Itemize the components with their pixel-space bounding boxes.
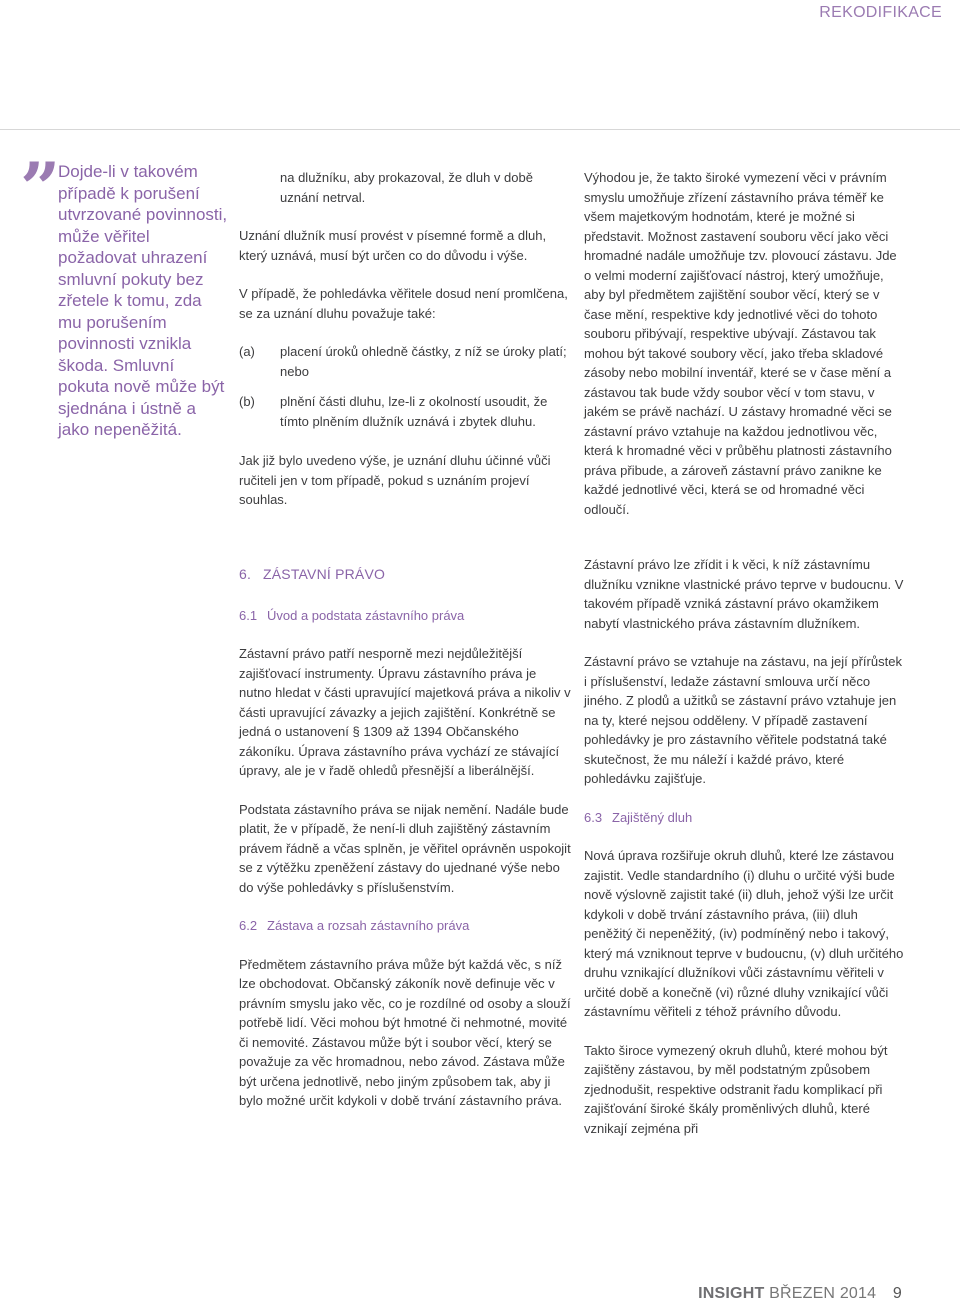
section-number: 6. bbox=[239, 566, 252, 582]
list-item-text: plnění části dluhu, lze-li z okolností usoudit, že tímto plněním dlužník uznává i zbytek dluhu. bbox=[280, 394, 548, 429]
issue-date: BŘEZEN 2014 bbox=[769, 1285, 877, 1302]
list-item-text: placení úroků ohledně částky, z níž se úroky platí; nebo bbox=[280, 344, 567, 379]
paragraph: Jak již bylo uvedeno výše, je uznání dluhu účinné vůči ručiteli jen v tom případě, pokud s uznáním projeví souhlas. bbox=[239, 453, 551, 507]
paragraph: Zástavní právo se vztahuje na zástavu, na její přírůstek i příslušenství, ledaže zástavní smlouva určí něco jiného. Z plodů a užitků se zástavní právo vztahuje jen na ty, které nejsou odděleny. V případě zastavení pohledávky je pro zástavního věřitele podstatná také skutečnost, že mu náleží i každé právo, které pohledávku zajišťuje. bbox=[584, 654, 902, 786]
paragraph: Podstata zástavního práva se nijak nemění. Nadále bude platit, že v případě, že není-li dluh zajištěný zástavním právem řádně a včas splněn, je věřitel oprávněn uspokojit se z výtěžku zpeněžení zástavy do ujednané výše nebo do výše pohledávky s příslušenstvím. bbox=[239, 801, 571, 895]
subsection-heading bbox=[239, 606, 572, 626]
section-tag: REKODIFIKACE bbox=[819, 4, 942, 21]
subsection-title: Úvod a podstata zástavního práva bbox=[267, 607, 465, 623]
paragraph-continuation: na dlužníku, aby prokazoval, že dluh v době uznání netrval. bbox=[280, 170, 533, 205]
list-item bbox=[239, 342, 572, 381]
subsection-title: Zajištěný dluh bbox=[612, 809, 693, 825]
section-heading bbox=[239, 565, 572, 585]
paragraph: V případě, že pohledávka věřitele dosud není promlčena, se za uznání dluhu považuje také: bbox=[239, 286, 568, 321]
column-right bbox=[584, 168, 906, 538]
section-title: ZÁSTAVNÍ PRÁVO bbox=[263, 566, 386, 582]
column-middle bbox=[239, 168, 572, 529]
column-right-lower bbox=[584, 555, 906, 1157]
paragraph: Zástavní právo lze zřídit i k věci, k níž zástavnímu dlužníku vznikne vlastnické právo teprve v budoucnu. V takovém případě vzniká zástavní právo okamžikem nabytí vlastnického práva zástavním dlužníkem. bbox=[584, 557, 904, 631]
column-middle-lower bbox=[239, 565, 572, 1130]
page-footer bbox=[698, 1285, 902, 1303]
header-divider bbox=[0, 129, 960, 130]
list-item bbox=[239, 392, 572, 431]
subsection-title: Zástava a rozsah zástavního práva bbox=[267, 918, 470, 933]
subsection-number: 6.3 bbox=[584, 809, 603, 825]
list-item-label: (a) bbox=[239, 344, 255, 359]
magazine-brand: INSIGHT bbox=[698, 1285, 765, 1302]
subsection-heading bbox=[239, 916, 572, 936]
paragraph: Předmětem zástavního práva může být každá věc, s níž lze obchodovat. Občanský zákoník nově definuje věc v právním smyslu jako věc, co je rozdílné od osoby a slouží potřebě lidí. Věci mohou být hmotné či nehmotné, movité či nemovité. Zástavou může být i soubor věcí, který se považuje za věc hromadnou, nebo závod. Zástava může být určena jednotlivě, nebo jiným způsobem tak, aby ji bylo možné určit kdykoli v době trvání zástavního práva. bbox=[239, 956, 571, 1108]
subsection-heading bbox=[584, 808, 906, 828]
list bbox=[239, 342, 572, 431]
page-number: 9 bbox=[892, 1285, 902, 1302]
paragraph: Uznání dlužník musí provést v písemné formě a dluh, který uznává, musí být určen co do důvodu i výše. bbox=[239, 228, 547, 263]
subsection-number: 6.1 bbox=[239, 607, 258, 623]
paragraph: Zástavní právo patří nesporně mezi nejdůležitější zajišťovací instrumenty. Úpravu zástavního práva je nutno hledat v části upravující majetková práva a nikoliv v části upravující závazky a jejich zajištění. Konkrétně se jedná o ustanovení § 1309 až 1394 Občanského zákoníku. Úprava zástavního práva vychází ze stávající úpravy, ale je v řadě ohledů přesnější a liberálnější. bbox=[239, 646, 571, 778]
list-item-label: (b) bbox=[239, 394, 255, 409]
subsection-number: 6.2 bbox=[239, 918, 258, 933]
paragraph: Výhodou je, že takto široké vymezení věci v právním smyslu umožňuje zřízení zástavního práva téměř ke všem majetkovým hodnotám, které je možné si představit. Možnost zastavení souboru věcí jako věci hromadné nadále umožňuje tzv. plovoucí zástavu. Jde o velmi moderní zajišťovací nástroj, který umožňuje, aby byl předmětem zajištění soubor věcí, který se v čase mění, respektive kdy jednotlivé věci do tohoto souboru přibývají, respektive ubývají. Zástavou tak mohou být takové soubory věcí, jako třeba skladové zásoby nebo mobilní inventář, které se v čase mění a zástavou tak bude vždy soubor věcí v tom stavu, v jakém se právě nachází. U zástavy hromadné věci se zástavní právo vztahuje na každou jednotlivou věc, která k hromadné věci v průběhu platnosti zástavního práva přibude, a zároveň zástavní právo zanikne ke každé jednotlivé věci, která se od hromadné věci odloučí. bbox=[584, 170, 897, 517]
pull-quote: Dojde-li v takovém případě k porušení utvrzované povinnosti, může věřitel požadovat uhrazení smluvní pokuty bez zřetele k tomu, zda mu porušením povinnosti vznikla škoda. Smluvní pokuta nově může být sjednána i ústně a jako nepeněžitá. bbox=[58, 162, 228, 439]
quote-mark-icon: ” bbox=[20, 147, 55, 230]
paragraph: Nová úprava rozšiřuje okruh dluhů, které lze zástavou zajistit. Vedle standardního (i) dluhu o určité výši bude nově výslovně zajistit také (ii) dluh, jehož výši lze určit kdykoli v době trvání zástavního práva, (iii) dluh peněžitý či nepeněžitý, (iv) podmíněný nebo i takový, který má vzniknout teprve v budoucnu, (v) dluh určitého druhu vznikající dlužníkovi vůči zástavnímu věřiteli v určité době a konečně (vi) různé dluhy vznikající vůči zástavnímu věřiteli z téhož právního důvodu. bbox=[584, 848, 904, 1019]
paragraph: Takto široce vymezený okruh dluhů, které mohou být zajištěny zástavou, by měl podstatným způsobem zjednodušit, respektive odstranit řadu komplikací při zajišťování široké škály proměnlivých dluhů, které vznikají zejména při bbox=[584, 1042, 888, 1136]
